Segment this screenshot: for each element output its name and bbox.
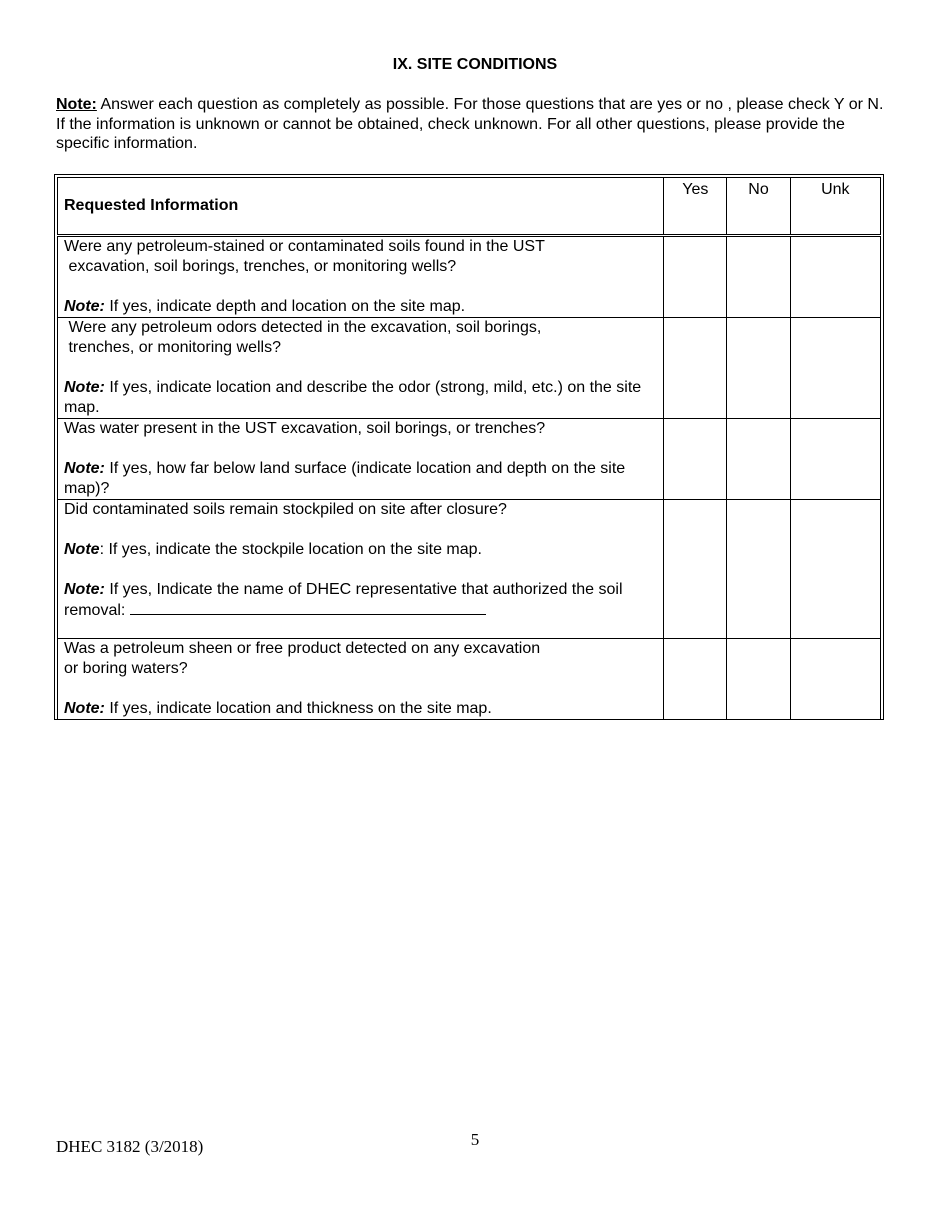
no-checkbox-cell[interactable] bbox=[727, 318, 790, 419]
question-text: Was a petroleum sheen or free product detected on any excavation bbox=[64, 640, 541, 657]
note-text: If yes, indicate location and describe the odor (strong, mild, etc.) on the site map. bbox=[64, 379, 642, 416]
table-row bbox=[58, 236, 881, 318]
note-label: Note bbox=[64, 541, 100, 558]
yes-checkbox-cell[interactable] bbox=[664, 639, 727, 720]
header-yes: Yes bbox=[664, 178, 727, 236]
table-row bbox=[58, 639, 881, 720]
question-note bbox=[64, 540, 657, 560]
soil-removal-representative-field[interactable] bbox=[130, 600, 486, 615]
question-cell bbox=[58, 318, 664, 419]
question-cell bbox=[58, 500, 664, 639]
question-note bbox=[64, 459, 657, 499]
question-text: Were any petroleum-stained or contaminated soils found in the UST bbox=[64, 238, 545, 255]
note-label: Note: bbox=[64, 581, 105, 598]
unk-checkbox-cell[interactable] bbox=[790, 318, 880, 419]
note-label: Note: bbox=[64, 700, 105, 717]
question-note bbox=[64, 699, 657, 719]
unk-checkbox-cell[interactable] bbox=[790, 500, 880, 639]
question-text-cont: trenches, or monitoring wells? bbox=[64, 339, 281, 356]
question-text-cont: excavation, soil borings, trenches, or monitoring wells? bbox=[64, 258, 457, 275]
question-note bbox=[64, 297, 657, 317]
note-label: Note: bbox=[64, 460, 105, 477]
intro-text: Answer each question as completely as possible. For those questions that are yes or no , please check Y or N. If the information is unknown or cannot be obtained, check unknown. For all other questions, please provide the specific information. bbox=[56, 96, 884, 152]
yes-checkbox-cell[interactable] bbox=[664, 236, 727, 318]
note-text: If yes, indicate depth and location on the site map. bbox=[104, 298, 466, 315]
question-text-cont: or boring waters? bbox=[64, 660, 188, 677]
table-row bbox=[58, 318, 881, 419]
no-checkbox-cell[interactable] bbox=[727, 639, 790, 720]
intro-paragraph bbox=[56, 95, 888, 154]
form-id: DHEC 3182 (3/2018) bbox=[56, 1137, 204, 1156]
intro-note-label: Note: bbox=[56, 96, 97, 113]
question-note-2 bbox=[64, 580, 657, 621]
question-text: Was water present in the UST excavation, soil borings, or trenches? bbox=[64, 420, 546, 437]
page-number: 5 bbox=[470, 1130, 480, 1149]
yes-checkbox-cell[interactable] bbox=[664, 500, 727, 639]
yes-checkbox-cell[interactable] bbox=[664, 318, 727, 419]
question-cell bbox=[58, 419, 664, 500]
no-checkbox-cell[interactable] bbox=[727, 236, 790, 318]
question-note bbox=[64, 378, 657, 418]
yes-checkbox-cell[interactable] bbox=[664, 419, 727, 500]
question-text: Were any petroleum odors detected in the excavation, soil borings, bbox=[64, 319, 542, 336]
question-text: Did contaminated soils remain stockpiled on site after closure? bbox=[64, 501, 507, 518]
no-checkbox-cell[interactable] bbox=[727, 419, 790, 500]
note-text: If yes, how far below land surface (indicate location and depth on the site map)? bbox=[64, 460, 626, 497]
section-title: IX. SITE CONDITIONS bbox=[392, 56, 558, 73]
header-no: No bbox=[727, 178, 790, 236]
note-text: If yes, Indicate the name of DHEC representative that authorized the soil removal: bbox=[64, 581, 623, 619]
header-unk: Unk bbox=[790, 178, 880, 236]
header-requested-information: Requested Information bbox=[58, 178, 664, 236]
no-checkbox-cell[interactable] bbox=[727, 500, 790, 639]
note-text: : If yes, indicate the stockpile location on the site map. bbox=[99, 541, 482, 558]
unk-checkbox-cell[interactable] bbox=[790, 639, 880, 720]
table-row bbox=[58, 419, 881, 500]
table-row bbox=[58, 500, 881, 639]
note-text: If yes, indicate location and thickness on the site map. bbox=[104, 700, 492, 717]
note-label: Note: bbox=[64, 379, 105, 396]
question-cell bbox=[58, 236, 664, 318]
question-cell bbox=[58, 639, 664, 720]
site-conditions-table bbox=[54, 174, 884, 720]
note-label: Note: bbox=[64, 298, 105, 315]
unk-checkbox-cell[interactable] bbox=[790, 419, 880, 500]
table-header-row bbox=[58, 178, 881, 236]
unk-checkbox-cell[interactable] bbox=[790, 236, 880, 318]
